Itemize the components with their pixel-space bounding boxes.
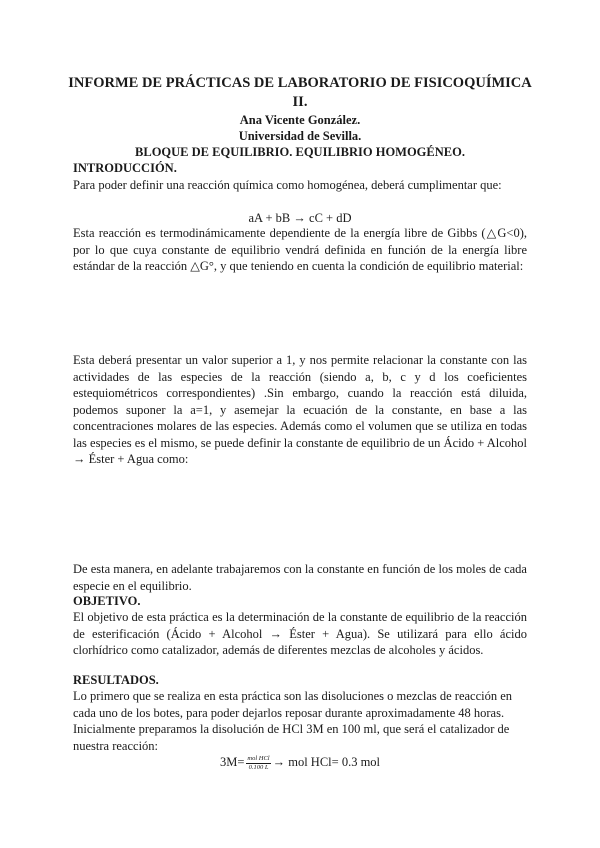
- intro-paragraph-4: De esta manera, en adelante trabajaremos con la constante en función de los moles de cada especie en el equilibrio.: [73, 562, 527, 593]
- fraction-numerator: mol HCl: [247, 754, 270, 762]
- molarity-fraction: [246, 755, 270, 772]
- intro-heading: INTRODUCCIÓN.: [73, 161, 177, 175]
- molarity-equation: [60, 754, 540, 772]
- block-title: BLOQUE DE EQUILIBRIO. EQUILIBRIO HOMOGÉNEO.: [135, 145, 465, 159]
- results-heading: RESULTADOS.: [73, 673, 159, 687]
- molarity-lhs: 3M=: [219, 755, 245, 769]
- intro-paragraph-3: Esta deberá presentar un valor superior a 1, y nos permite relacionar la constante con las actividades de las especies de la reacción (siendo a, b, c y d los coeficientes estequiométricos correspondientes) .Sin embargo, cuando la reacción está diluida, podemos suponer la a=1, y asemejar la ecuación de la constante, en base a las concentraciones molares de las especies. Además como el volumen que se utiliza en todas las especies es el mismo, se puede definir la constante de equilibrio de un Ácido + Alcohol → Éster + Agua como:: [73, 353, 527, 466]
- results-paragraph: Lo primero que se realiza en esta práctica son las disoluciones o mezclas de reacción en cada uno de los botes, para poder dejarlos reposar durante aproximadamente 48 horas. Inicialmente preparamos la disolución de HCl 3M en 100 ml, que será el catalizador de nuestra reacción:: [73, 689, 513, 753]
- document-title: INFORME DE PRÁCTICAS DE LABORATORIO DE FISICOQUÍMICA II.: [68, 75, 532, 110]
- fraction-denominator: 0.100 L: [248, 763, 269, 771]
- molarity-rhs: → mol HCl= 0.3 mol: [272, 755, 381, 769]
- objective-paragraph: El objetivo de esta práctica es la determinación de la constante de equilibrio de la reacción de esterificación (Ácido + Alcohol → Éster + Agua). Se utilizará para ello ácido clorhídrico como catalizador, además de diferentes mezclas de alcoholes y ácidos.: [73, 610, 527, 657]
- intro-paragraph-1: Para poder definir una reacción química como homogénea, deberá cumplimentar que:: [73, 178, 502, 192]
- institution-name: Universidad de Sevilla.: [238, 129, 362, 143]
- objective-heading: OBJETIVO.: [73, 594, 141, 608]
- reaction-equation: aA + bB → cC + dD: [248, 211, 352, 225]
- author-name: Ana Vicente González.: [239, 113, 361, 127]
- intro-paragraph-2: Esta reacción es termodinámicamente dependiente de la energía libre de Gibbs (△G<0), por lo que cuya constante de equilibrio vendrá definida en función de la energía libre estándar de la reacción △G°, y que teniendo en cuenta la condición de equilibrio material:: [73, 226, 527, 273]
